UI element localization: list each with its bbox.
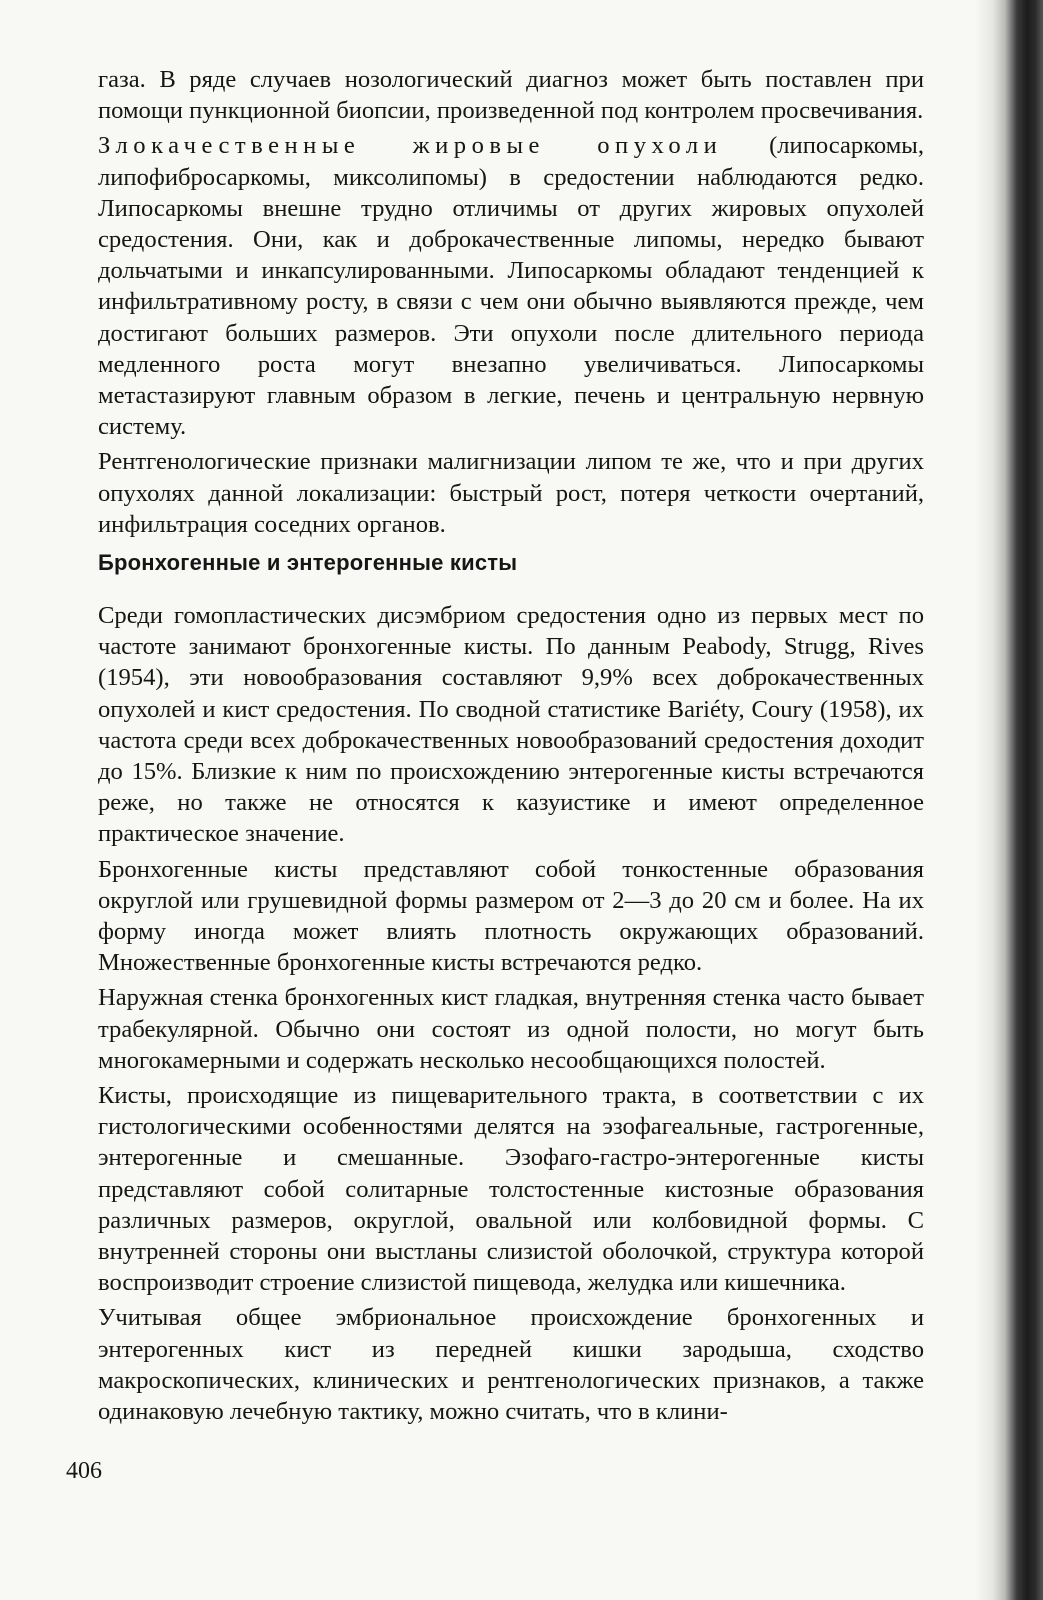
section-heading: Бронхогенные и энтерогенные кисты: [98, 550, 518, 575]
text-block-bottom: [98, 600, 924, 1427]
text-block-top: [98, 64, 924, 540]
paragraph-continuation: газа. В ряде случаев нозологический диагноз может быть поставлен при помощи пункционной биопсии, произведенной под контролем просвечивания.: [98, 66, 924, 125]
paragraph-common-origin: Учитывая общее эмбриональное происхождение бронхогенных и энтерогенных кист из передней кишки зародыша, сходство макроскопических, клинических и рентгенологических признаков, а также одинаковую лечебную тактику, можно считать, что в клини-: [98, 1304, 924, 1426]
spaced-term: Злокачественные жировые опухоли: [98, 132, 723, 160]
book-spine-shadow: [975, 0, 1043, 1600]
paragraph-radiological-signs: Рентгенологические признаки малигнизации липом те же, что и при других опухолях данной локализации: быстрый рост, потеря четкости очертаний, инфильтрация соседних органов.: [98, 448, 924, 538]
paragraph-digestive-cysts: Кисты, происходящие из пищеварительного тракта, в соответствии с их гистологическими особенностями делятся на эзофагеальные, гастрогенные, энтерогенные и смешанные. Эзофаго-гастро-энтерогенные кисты представляют собой солитарные толстостенные кистозные образования различных размеров, округлой, овальной или колбовидной формы. С внутренней стороны они выстланы слизистой оболочкой, структура которой воспроизводит строение слизистой пищевода, желудка или кишечника.: [98, 1082, 924, 1297]
page-number: 406: [66, 1458, 102, 1484]
paragraph-bronchogenic-frequency: Среди гомопластических дисэмбриом средостения одно из первых мест по частоте занимают бронхогенные кисты. По данным Peabody, Strugg, Rives (1954), эти новообразования составляют 9,9% всех доброкачественных опухолей и кист средостения. По сводной статистике Bariéty, Coury (1958), их частота среди всех доброкачественных новообразований средостения доходит до 15%. Близкие к ним по происхождению энтерогенные кисты встречаются реже, но также не относятся к казуистике и имеют определенное практическое значение.: [98, 602, 924, 848]
paragraph-bronchogenic-shape: Бронхогенные кисты представляют собой тонкостенные образования округлой или грушевидной формы размером от 2—3 до 20 см и более. На их форму иногда может влиять плотность окружающих образований. Множественные бронхогенные кисты встречаются редко.: [98, 855, 924, 977]
paragraph-malignant-lipomas-text: (липосаркомы, липофибросаркомы, миксолипомы) в средостении наблюдаются редко. Липосаркомы внешне трудно отличимы от других жировых опухолей средостения. Они, как и доброкачественные липомы, нередко бывают дольчатыми и инкапсулированными. Липосаркомы обладают тенденцией к инфильтративному росту, в связи с чем они обычно выявляются прежде, чем достигают больших размеров. Эти опухоли после длительного периода медленного роста могут внезапно увеличиваться. Липосаркомы метастазируют главным образом в легкие, печень и центральную нервную систему.: [98, 132, 924, 441]
paragraph-malignant-lipomas: [98, 130, 924, 442]
paragraph-cyst-wall: Наружная стенка бронхогенных кист гладкая, внутренняя стенка часто бывает трабекулярной. Обычно они состоят из одной полости, но могут быть многокамерными и содержать несколько несообщающихся полостей.: [98, 984, 924, 1074]
